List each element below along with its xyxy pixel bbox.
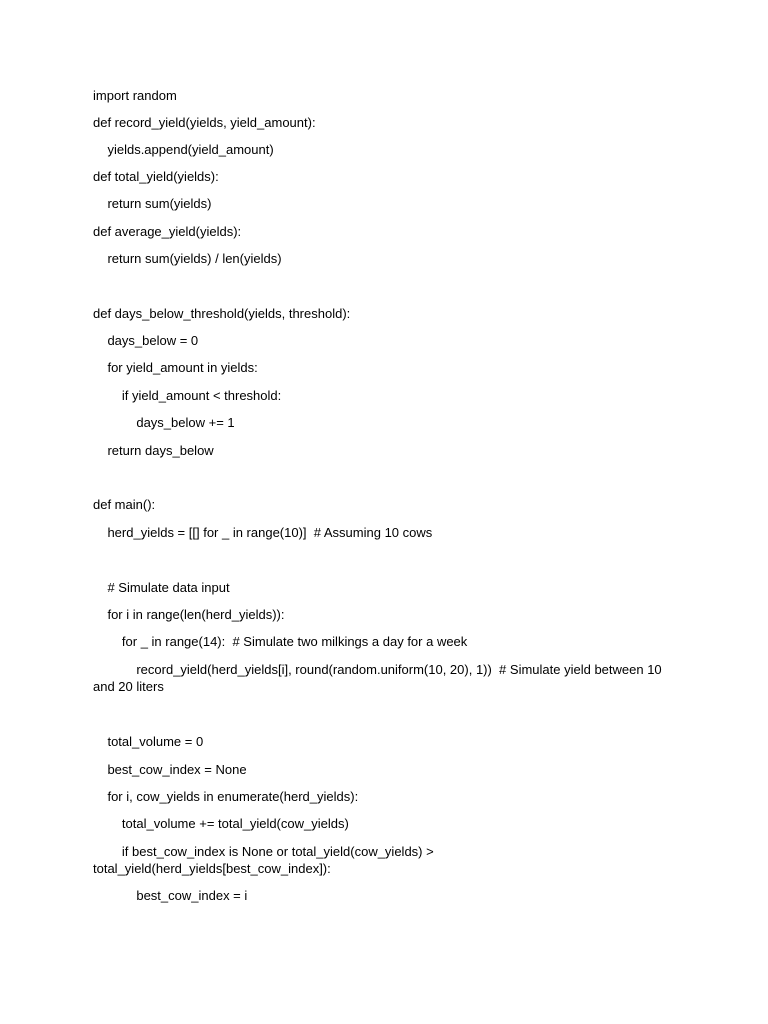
- code-line: for i in range(len(herd_yields)):: [93, 607, 285, 622]
- code-line: herd_yields = [[] for _ in range(10)] # Assuming 10 cows: [93, 525, 433, 540]
- code-line: def days_below_threshold(yields, threshold):: [93, 306, 351, 321]
- code-line: return days_below: [93, 443, 214, 458]
- code-line: # Simulate data input: [93, 580, 230, 595]
- code-line: if yield_amount < threshold:: [93, 388, 282, 403]
- code-line: total_volume = 0: [93, 734, 204, 749]
- code-line: best_cow_index = None: [93, 762, 247, 777]
- code-line: if best_cow_index is None or total_yield(cow_yields) > total_yield(herd_yields[best_cow_index]):: [93, 844, 438, 876]
- code-line: record_yield(herd_yields[i], round(random.uniform(10, 20), 1)) # Simulate yield between 10 and 20 liters: [93, 662, 666, 694]
- code-line: best_cow_index = i: [93, 888, 248, 903]
- code-line: yields.append(yield_amount): [93, 142, 274, 157]
- code-line: import random: [93, 88, 177, 103]
- code-line: for _ in range(14): # Simulate two milkings a day for a week: [93, 634, 468, 649]
- code-line: def average_yield(yields):: [93, 224, 242, 239]
- code-line: total_volume += total_yield(cow_yields): [93, 816, 349, 831]
- code-line: def total_yield(yields):: [93, 169, 219, 184]
- code-line: def main():: [93, 497, 156, 512]
- code-line: days_below += 1: [93, 415, 235, 430]
- code-line: return sum(yields) / len(yields): [93, 251, 282, 266]
- code-line: return sum(yields): [93, 196, 212, 211]
- code-line: days_below = 0: [93, 333, 199, 348]
- code-line: for i, cow_yields in enumerate(herd_yields):: [93, 789, 359, 804]
- code-line: def record_yield(yields, yield_amount):: [93, 115, 316, 130]
- code-line: for yield_amount in yields:: [93, 360, 258, 375]
